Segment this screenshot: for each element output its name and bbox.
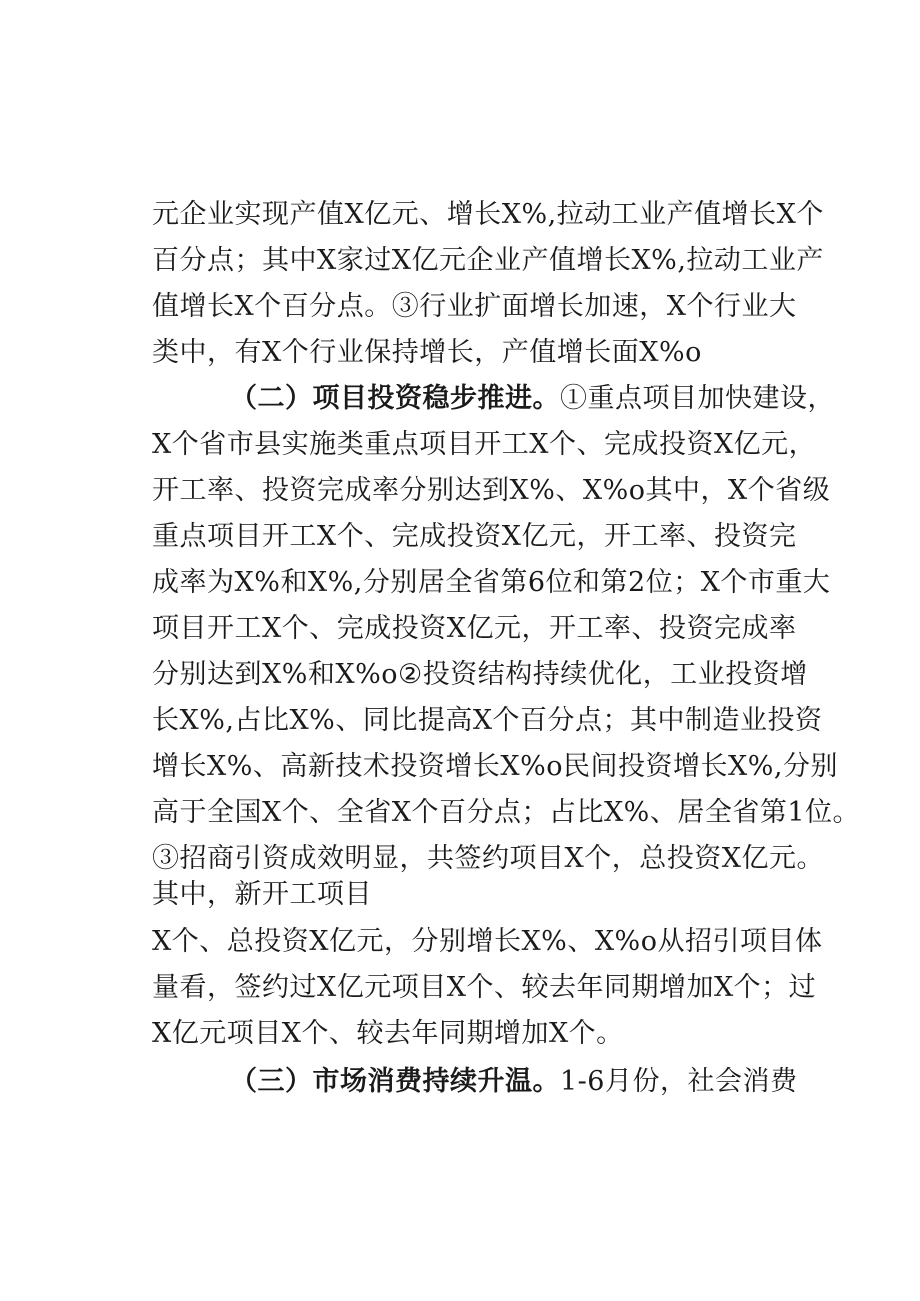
text-line — [152, 422, 816, 468]
text-line — [152, 606, 796, 652]
text-line — [152, 330, 702, 376]
section-heading: （二）项目投资稳步推进。 — [230, 383, 560, 414]
text-segment: 成率为X%和X%,分别居全省第6位和第2位；X个市重大 — [152, 567, 831, 598]
text-line — [230, 1059, 797, 1105]
text-line — [152, 872, 372, 918]
text-segment: 开工率、投资完成率分别达到X%、X%o其中，X个省级 — [152, 475, 831, 506]
text-segment: 其中，新开工项目 — [152, 879, 372, 910]
text-line — [152, 919, 822, 965]
text-line — [152, 468, 830, 514]
text-segment: 值增长X个百分点。③行业扩面增长加速，X个行业大 — [152, 291, 797, 322]
text-segment: 1-6月份，社会消费 — [560, 1066, 798, 1097]
text-segment: 重点项目开工X个、完成投资X亿元，开工率、投资完 — [152, 521, 797, 552]
text-line — [152, 192, 824, 238]
text-line — [152, 1011, 624, 1057]
text-segment: 增长X%、高新技术投资增长X%o民间投资增长X%,分别 — [152, 751, 838, 782]
text-line — [152, 238, 824, 284]
text-segment: 项目开工X个、完成投资X亿元，开工率、投资完成率 — [152, 613, 797, 644]
text-line — [152, 652, 808, 698]
text-segment: 类中，有X个行业保持增长，产值增长面X%o — [152, 337, 702, 368]
text-line — [152, 965, 816, 1011]
text-line — [152, 284, 796, 330]
text-line — [230, 376, 835, 422]
text-segment: X个、总投资X亿元，分别增长X%、X%o从招引项目体 — [152, 926, 823, 957]
text-segment: X个省市县实施类重点项目开工X个、完成投资X亿元， — [152, 429, 817, 460]
text-segment: 百分点；其中X家过X亿元企业产值增长X%,拉动工业产 — [152, 245, 824, 276]
text-segment: 长X%,占比X%、同比提高X个百分点；其中制造业投资 — [152, 705, 823, 736]
text-segment: 元企业实现产值X亿元、增长X%,拉动工业产值增长X个 — [152, 199, 824, 230]
text-line — [152, 560, 830, 606]
text-segment: ③招商引资成效明显，共签约项目X个，总投资X亿元。 — [152, 843, 824, 874]
section-heading: （三）市场消费持续升温。 — [230, 1066, 560, 1097]
text-line — [152, 698, 823, 744]
text-line — [152, 744, 838, 790]
text-line — [152, 790, 860, 836]
text-segment: 量看，签约过X亿元项目X个、较去年同期增加X个；过 — [152, 972, 817, 1003]
text-segment: 高于全国X个、全省X个百分点；占比X%、居全省第1位。 — [152, 797, 860, 828]
text-segment: X亿元项目X个、较去年同期增加X个。 — [152, 1018, 624, 1049]
text-segment: ①重点项目加快建设， — [560, 383, 835, 414]
text-line — [152, 514, 796, 560]
text-segment: 分别达到X%和X%o②投资结构持续优化，工业投资增 — [152, 659, 808, 690]
